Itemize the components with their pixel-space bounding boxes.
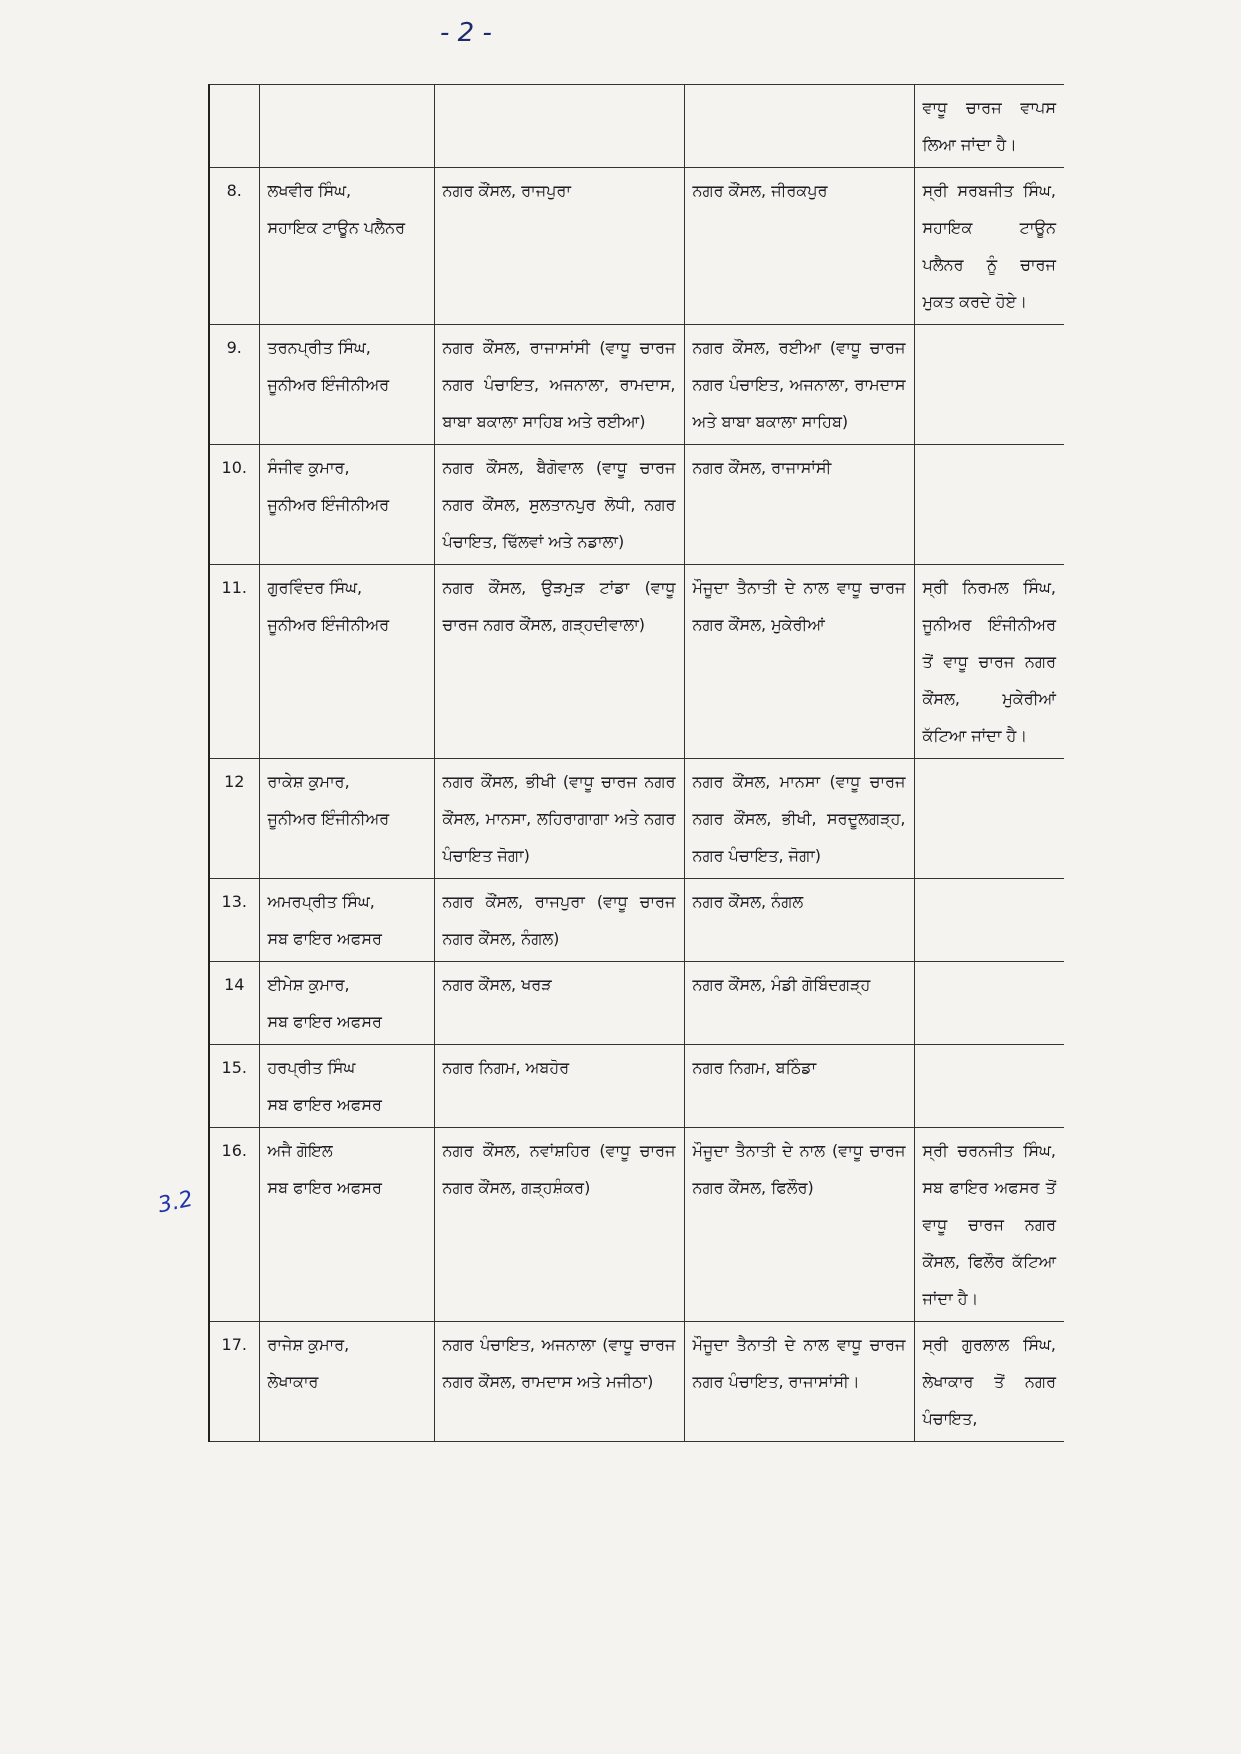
remarks-cell: ਸ੍ਰੀ ਨਿਰਮਲ ਸਿੰਘ, ਜੂਨੀਅਰ ਇੰਜੀਨੀਅਰ ਤੋਂ ਵਾਧੂ ਚਾਰਜ ਨਗਰ ਕੌਂਸਲ, ਮੁਕੇਰੀਆਂ ਕੱਟਿਆ ਜਾਂਦਾ ਹੈ। — [914, 565, 1064, 759]
employee-name: ਗੁਰਵਿੰਦਰ ਸਿੰਘ, — [267, 578, 363, 597]
new-posting-cell: ਮੌਜੂਦਾ ਤੈਨਾਤੀ ਦੇ ਨਾਲ ਵਾਧੂ ਚਾਰਜ ਨਗਰ ਕੌਂਸਲ, ਮੁਕੇਰੀਆਂ — [684, 565, 914, 759]
remarks-cell — [914, 325, 1064, 445]
new-posting-cell: ਮੌਜੂਦਾ ਤੈਨਾਤੀ ਦੇ ਨਾਲ ਵਾਧੂ ਚਾਰਜ ਨਗਰ ਪੰਚਾਇਤ, ਰਾਜਾਸਾਂਸੀ। — [684, 1322, 914, 1442]
employee-designation: ਸਬ ਫਾਇਰ ਅਫਸਰ — [267, 929, 382, 948]
current-posting-cell — [434, 85, 684, 168]
remarks-cell — [914, 962, 1064, 1045]
employee-cell — [259, 1045, 434, 1128]
remarks-cell — [914, 1045, 1064, 1128]
employee-cell — [259, 168, 434, 325]
serial-number-cell: 9. — [209, 325, 259, 445]
employee-name: ਈਮੇਸ਼ ਕੁਮਾਰ, — [267, 975, 350, 994]
remarks-cell: ਵਾਧੂ ਚਾਰਜ ਵਾਪਸ ਲਿਆ ਜਾਂਦਾ ਹੈ। — [914, 85, 1064, 168]
table-row — [209, 1045, 1064, 1128]
table-row — [209, 85, 1064, 168]
table-row — [209, 325, 1064, 445]
current-posting-cell: ਨਗਰ ਕੌਂਸਲ, ਰਾਜਾਸਾਂਸੀ (ਵਾਧੂ ਚਾਰਜ ਨਗਰ ਪੰਚਾਇਤ, ਅਜਨਾਲਾ, ਰਾਮਦਾਸ, ਬਾਬਾ ਬਕਾਲਾ ਸਾਹਿਬ ਅਤੇ ਰਈਆ) — [434, 325, 684, 445]
remarks-cell — [914, 445, 1064, 565]
current-posting-cell: ਨਗਰ ਕੌਂਸਲ, ਖਰੜ — [434, 962, 684, 1045]
page-number: - 2 - — [440, 18, 492, 48]
table-row — [209, 1128, 1064, 1322]
employee-cell — [259, 445, 434, 565]
remarks-cell: ਸ੍ਰੀ ਗੁਰਲਾਲ ਸਿੰਘ, ਲੇਖਾਕਾਰ ਤੋਂ ਨਗਰ ਪੰਚਾਇਤ, — [914, 1322, 1064, 1442]
employee-designation: ਸਬ ਫਾਇਰ ਅਫਸਰ — [267, 1095, 382, 1114]
new-posting-cell — [684, 85, 914, 168]
transfer-table-container — [208, 84, 1064, 1748]
serial-number-cell: 17. — [209, 1322, 259, 1442]
current-posting-cell: ਨਗਰ ਪੰਚਾਇਤ, ਅਜਨਾਲਾ (ਵਾਧੂ ਚਾਰਜ ਨਗਰ ਕੌਂਸਲ, ਰਾਮਦਾਸ ਅਤੇ ਮਜੀਠਾ) — [434, 1322, 684, 1442]
table-row — [209, 759, 1064, 879]
table-row — [209, 962, 1064, 1045]
table-row — [209, 1322, 1064, 1442]
remarks-cell — [914, 759, 1064, 879]
current-posting-cell: ਨਗਰ ਨਿਗਮ, ਅਬਹੋਰ — [434, 1045, 684, 1128]
employee-name: ਤਰਨਪ੍ਰੀਤ ਸਿੰਘ, — [267, 338, 371, 357]
employee-cell — [259, 1128, 434, 1322]
new-posting-cell: ਨਗਰ ਕੌਂਸਲ, ਮਾਨਸਾ (ਵਾਧੂ ਚਾਰਜ ਨਗਰ ਕੌਂਸਲ, ਭੀਖੀ, ਸਰਦੂਲਗੜ੍ਹ, ਨਗਰ ਪੰਚਾਇਤ, ਜੋਗਾ) — [684, 759, 914, 879]
employee-name: ਰਾਕੇਸ਼ ਕੁਮਾਰ, — [267, 772, 350, 791]
employee-name: ਸੰਜੀਵ ਕੁਮਾਰ, — [267, 458, 350, 477]
employee-cell — [259, 85, 434, 168]
new-posting-cell: ਨਗਰ ਕੌਂਸਲ, ਜੀਰਕਪੁਰ — [684, 168, 914, 325]
serial-number-cell: 16. — [209, 1128, 259, 1322]
current-posting-cell: ਨਗਰ ਕੌਂਸਲ, ਬੈਗੋਵਾਲ (ਵਾਧੂ ਚਾਰਜ ਨਗਰ ਕੌਂਸਲ, ਸੁਲਤਾਨਪੁਰ ਲੋਧੀ, ਨਗਰ ਪੰਚਾਇਤ, ਢਿੱਲਵਾਂ ਅਤੇ ਨਡਾਲਾ) — [434, 445, 684, 565]
serial-number-cell: 13. — [209, 879, 259, 962]
employee-name: ਲਖਵੀਰ ਸਿੰਘ, — [267, 181, 352, 200]
employee-name: ਅਮਰਪ੍ਰੀਤ ਸਿੰਘ, — [267, 892, 375, 911]
employee-designation: ਜੂਨੀਅਰ ਇੰਜੀਨੀਅਰ — [267, 615, 390, 634]
remarks-cell — [914, 879, 1064, 962]
margin-handwritten-note: 3.2 — [155, 1186, 196, 1219]
serial-number-cell — [209, 85, 259, 168]
new-posting-cell: ਨਗਰ ਕੌਂਸਲ, ਰਾਜਾਸਾਂਸੀ — [684, 445, 914, 565]
table-row — [209, 168, 1064, 325]
current-posting-cell: ਨਗਰ ਕੌਂਸਲ, ਨਵਾਂਸ਼ਹਿਰ (ਵਾਧੂ ਚਾਰਜ ਨਗਰ ਕੌਂਸਲ, ਗੜ੍ਹਸ਼ੰਕਰ) — [434, 1128, 684, 1322]
new-posting-cell: ਨਗਰ ਨਿਗਮ, ਬਠਿੰਡਾ — [684, 1045, 914, 1128]
current-posting-cell: ਨਗਰ ਕੌਂਸਲ, ਭੀਖੀ (ਵਾਧੂ ਚਾਰਜ ਨਗਰ ਕੌਂਸਲ, ਮਾਨਸਾ, ਲਹਿਰਾਗਾਗਾ ਅਤੇ ਨਗਰ ਪੰਚਾਇਤ ਜੋਗਾ) — [434, 759, 684, 879]
current-posting-cell: ਨਗਰ ਕੌਂਸਲ, ਰਾਜਪੁਰਾ (ਵਾਧੂ ਚਾਰਜ ਨਗਰ ਕੌਂਸਲ, ਨੰਗਲ) — [434, 879, 684, 962]
current-posting-cell: ਨਗਰ ਕੌਂਸਲ, ਉੜਮੁੜ ਟਾਂਡਾ (ਵਾਧੂ ਚਾਰਜ ਨਗਰ ਕੌਂਸਲ, ਗੜ੍ਹਦੀਵਾਲਾ) — [434, 565, 684, 759]
remarks-cell: ਸ੍ਰੀ ਸਰਬਜੀਤ ਸਿੰਘ, ਸਹਾਇਕ ਟਾਊਨ ਪਲੈਨਰ ਨੂੰ ਚਾਰਜ ਮੁਕਤ ਕਰਦੇ ਹੋਏ। — [914, 168, 1064, 325]
employee-cell — [259, 962, 434, 1045]
remarks-cell: ਸ੍ਰੀ ਚਰਨਜੀਤ ਸਿੰਘ, ਸਬ ਫਾਇਰ ਅਫਸਰ ਤੋਂ ਵਾਧੂ ਚਾਰਜ ਨਗਰ ਕੌਂਸਲ, ਫਿਲੌਰ ਕੱਟਿਆ ਜਾਂਦਾ ਹੈ। — [914, 1128, 1064, 1322]
table-row — [209, 879, 1064, 962]
new-posting-cell: ਨਗਰ ਕੌਂਸਲ, ਮੰਡੀ ਗੋਬਿੰਦਗੜ੍ਹ — [684, 962, 914, 1045]
serial-number-cell: 11. — [209, 565, 259, 759]
employee-designation: ਜੂਨੀਅਰ ਇੰਜੀਨੀਅਰ — [267, 495, 390, 514]
table-body — [209, 85, 1064, 1442]
serial-number-cell: 8. — [209, 168, 259, 325]
employee-name: ਹਰਪ੍ਰੀਤ ਸਿੰਘ — [267, 1058, 356, 1077]
employee-designation: ਸਬ ਫਾਇਰ ਅਫਸਰ — [267, 1012, 382, 1031]
employee-designation: ਸਬ ਫਾਇਰ ਅਫਸਰ — [267, 1178, 382, 1197]
employee-cell — [259, 759, 434, 879]
new-posting-cell: ਮੌਜੂਦਾ ਤੈਨਾਤੀ ਦੇ ਨਾਲ (ਵਾਧੂ ਚਾਰਜ ਨਗਰ ਕੌਂਸਲ, ਫਿਲੌਰ) — [684, 1128, 914, 1322]
employee-name: ਅਜੈ ਗੋਇਲ — [267, 1141, 333, 1160]
table-row — [209, 565, 1064, 759]
table-row — [209, 445, 1064, 565]
current-posting-cell: ਨਗਰ ਕੌਂਸਲ, ਰਾਜਪੁਰਾ — [434, 168, 684, 325]
employee-cell — [259, 879, 434, 962]
employee-designation: ਲੇਖਾਕਾਰ — [267, 1372, 319, 1391]
employee-cell — [259, 565, 434, 759]
employee-designation: ਜੂਨੀਅਰ ਇੰਜੀਨੀਅਰ — [267, 375, 390, 394]
employee-designation: ਸਹਾਇਕ ਟਾਊਨ ਪਲੈਨਰ — [267, 218, 406, 237]
employee-cell — [259, 325, 434, 445]
serial-number-cell: 12 — [209, 759, 259, 879]
transfer-table — [208, 84, 1064, 1442]
serial-number-cell: 14 — [209, 962, 259, 1045]
employee-designation: ਜੂਨੀਅਰ ਇੰਜੀਨੀਅਰ — [267, 809, 390, 828]
serial-number-cell: 10. — [209, 445, 259, 565]
new-posting-cell: ਨਗਰ ਕੌਂਸਲ, ਰਈਆ (ਵਾਧੂ ਚਾਰਜ ਨਗਰ ਪੰਚਾਇਤ, ਅਜਨਾਲਾ, ਰਾਮਦਾਸ ਅਤੇ ਬਾਬਾ ਬਕਾਲਾ ਸਾਹਿਬ) — [684, 325, 914, 445]
serial-number-cell: 15. — [209, 1045, 259, 1128]
employee-name: ਰਾਜੇਸ਼ ਕੁਮਾਰ, — [267, 1335, 350, 1354]
employee-cell — [259, 1322, 434, 1442]
new-posting-cell: ਨਗਰ ਕੌਂਸਲ, ਨੰਗਲ — [684, 879, 914, 962]
